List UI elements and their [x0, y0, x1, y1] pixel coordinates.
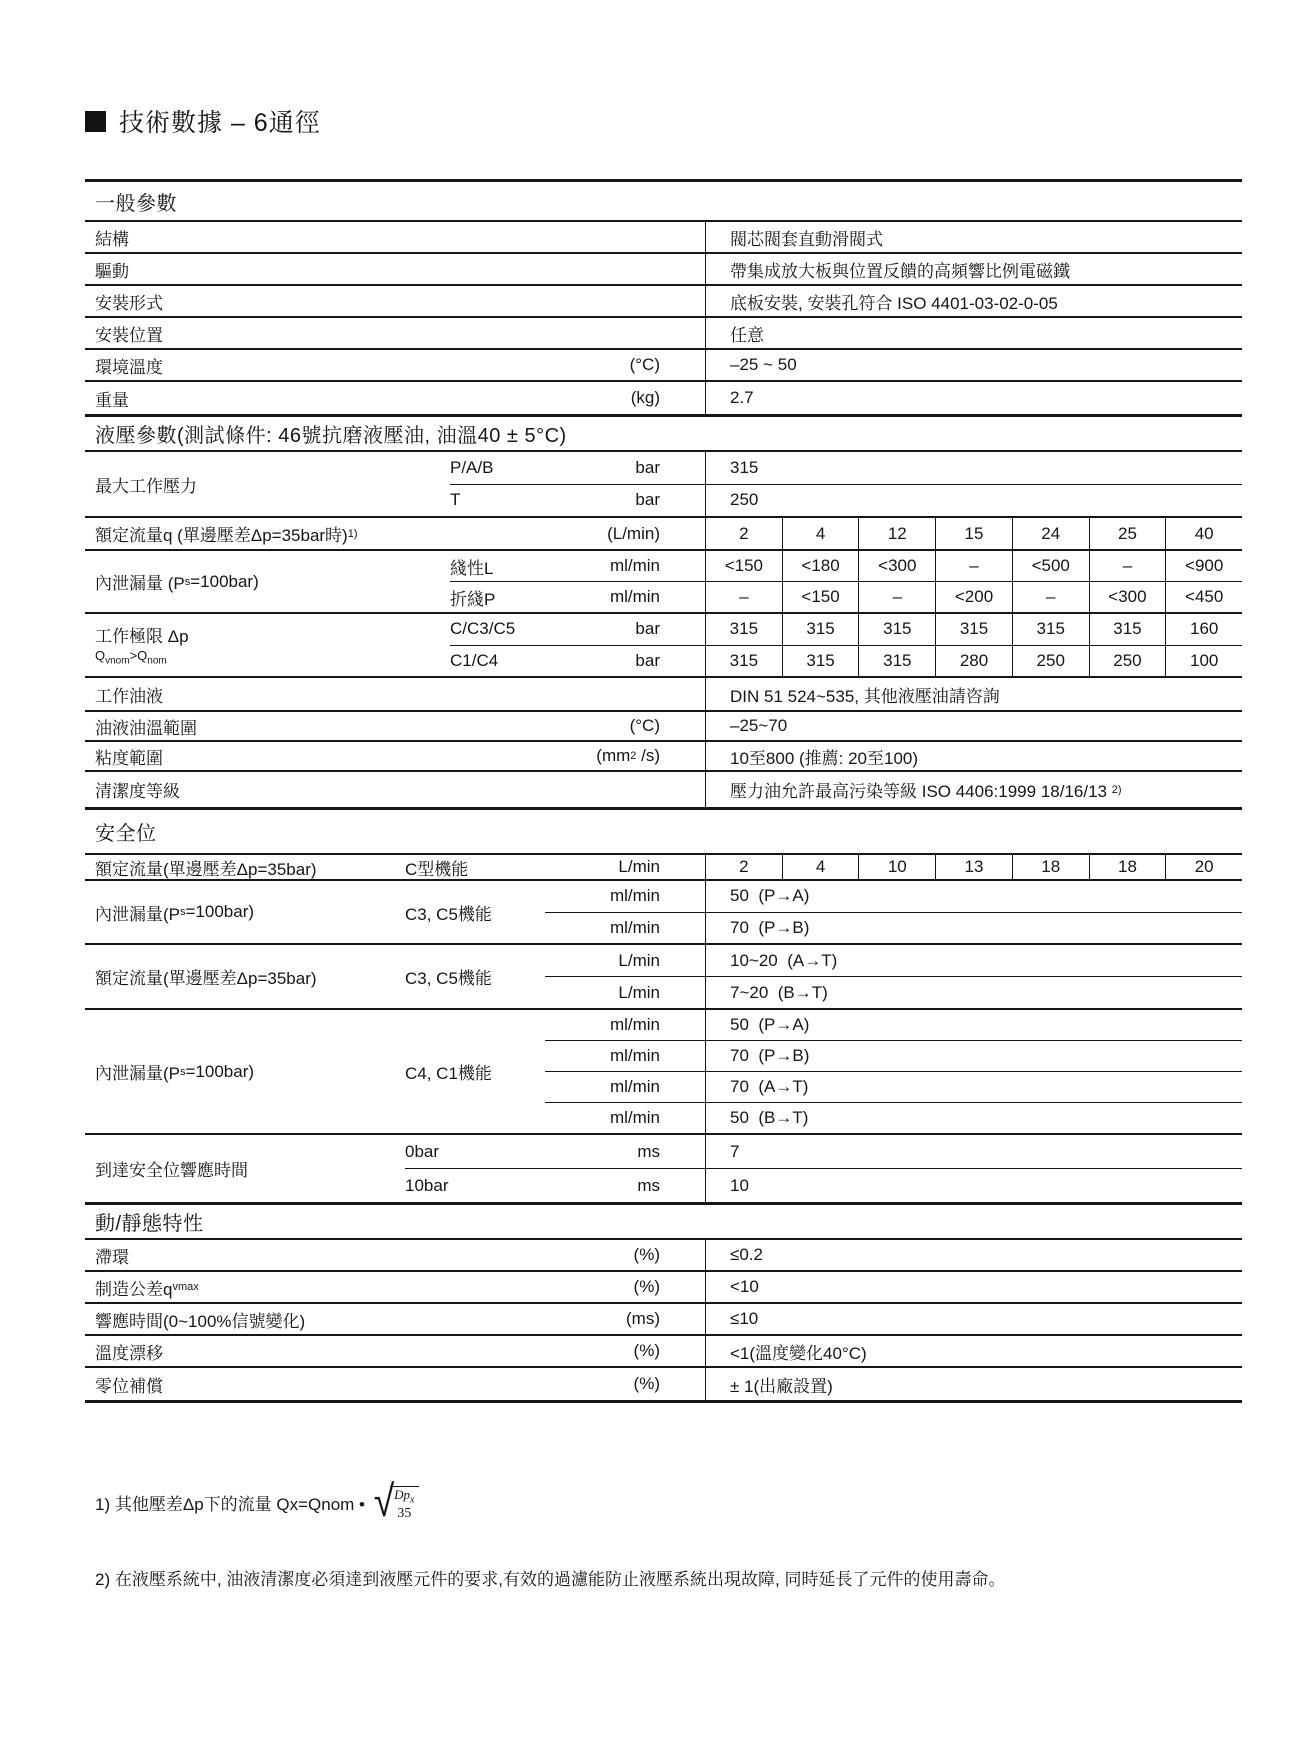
sub-label: 10bar	[405, 1175, 449, 1195]
row-viscosity-range	[85, 742, 1242, 772]
value-cell: 18	[1012, 855, 1089, 879]
value-row	[705, 646, 1242, 677]
value: 70 (A→T)	[705, 1072, 1242, 1102]
row-label: 重量	[95, 390, 129, 410]
unit: bar	[635, 457, 660, 477]
table-bottom-rule	[85, 1400, 1242, 1403]
value: 底板安裝, 安裝孔符合 ISO 4401-03-02-0-05	[705, 286, 1242, 316]
value: 70 (P→B)	[705, 913, 1242, 944]
value-cell: <150	[782, 582, 859, 612]
value-cell: 160	[1165, 614, 1242, 645]
row-label-line2: $Q_{vnom}>Q_{nom}$	[95, 647, 167, 667]
value-cell: 18	[1089, 855, 1166, 879]
value-cell: 280	[935, 646, 1012, 677]
value-cell: 315	[1012, 614, 1089, 645]
section-heading-safety: 安全位	[85, 807, 1242, 855]
row-safety-leakage-c3c5	[85, 881, 1242, 945]
section-heading-general: 一般參數	[85, 179, 1242, 222]
value-cell: 100	[1165, 646, 1242, 677]
row-label-text: =100bar)	[190, 571, 259, 591]
unit	[530, 318, 705, 348]
row-label: 結構	[95, 229, 129, 249]
value-cell: –	[1012, 582, 1089, 612]
value-row	[705, 855, 1242, 879]
row-safety-response-time	[85, 1135, 1242, 1202]
value-row	[705, 614, 1242, 645]
unit: ml/min	[609, 1077, 660, 1096]
value-cell: <500	[1012, 551, 1089, 581]
sub-label: C/C3/C5	[450, 619, 516, 639]
value: 50 (B→T)	[705, 1103, 1242, 1133]
unit: (%)	[633, 1341, 660, 1360]
value-cell: 315	[729, 650, 759, 670]
sub-label: 綫性L	[450, 558, 494, 578]
subrow-group	[450, 614, 1242, 676]
radical-sign: √	[373, 1477, 395, 1526]
row-label: 制造公差q vmax	[95, 1279, 199, 1299]
subrow-t	[450, 484, 1242, 517]
row-label: 環境溫度	[95, 357, 163, 377]
subrow-at	[545, 1071, 1242, 1102]
value: 7~20 (B→T)	[705, 977, 1242, 1008]
value-cell: 4	[782, 518, 859, 549]
sqrt-formula	[372, 1477, 419, 1526]
section-heading-hydraulic: 液壓參數(測試條件: 46號抗磨液壓油, 油溫40 ± 5°C)	[85, 414, 1242, 452]
value-cell: <180	[782, 551, 859, 581]
value: 315	[705, 452, 1242, 484]
row-max-working-pressure	[85, 452, 1242, 518]
unit: (ms)	[626, 1309, 660, 1328]
row-label: 清潔度等級	[95, 782, 180, 801]
row-label: 額定流量q (單邊壓差Δp=35bar時) 1)	[85, 518, 530, 549]
unit: ms	[637, 1141, 660, 1161]
row-label: 響應時間(0~100%信號變化)	[95, 1311, 306, 1331]
row-weight	[85, 382, 1242, 414]
row-label-text: 工作極限 Δp	[95, 627, 189, 647]
footnote-2: 2) 在液壓系統中, 油液清潔度必須達到液壓元件的要求,有效的過濾能防止液壓系統出現故障, 同時延長了元件的使用壽命。	[95, 1570, 1006, 1589]
subrow-polyline	[450, 581, 1242, 612]
row-label: 到達安全位響應時間	[95, 1161, 248, 1180]
value-cell: <300	[1089, 582, 1166, 612]
unit: bar	[635, 619, 660, 639]
value-cell: 40	[1165, 518, 1242, 549]
value-cell: 315	[935, 614, 1012, 645]
unit	[530, 678, 705, 710]
unit: L/min	[618, 982, 660, 1002]
row-label: 粘度範圍	[95, 748, 163, 768]
value-cell: 20	[1165, 855, 1242, 879]
subrow-linear	[450, 551, 1242, 581]
value: 任意	[705, 318, 1242, 348]
row-label: 安裝位置	[95, 325, 163, 345]
sub-label: P/A/B	[450, 457, 494, 477]
subrow-group	[450, 551, 1242, 612]
subrow-c1c4	[450, 645, 1242, 677]
row-label-text: 內泄漏量 (P	[95, 574, 185, 593]
sub-label: C1/C4	[450, 650, 499, 670]
value-row	[705, 582, 1242, 612]
value-cell: 315	[858, 614, 935, 645]
row-working-fluid	[85, 678, 1242, 712]
row-safety-nominal-flow-c	[85, 855, 1242, 881]
subrow-10bar	[405, 1168, 1242, 1202]
section-heading-dynamic: 動/靜態特性	[85, 1202, 1242, 1240]
sub-label: C3, C5機能	[405, 969, 492, 988]
sub-label: 折綫P	[450, 589, 496, 609]
row-manufacturing-tolerance	[85, 1272, 1242, 1304]
subrow-group	[405, 1135, 1242, 1202]
value: 10至800 (推薦: 20至100)	[705, 742, 1242, 770]
formula-fraction	[390, 1486, 418, 1522]
value-cell: 315	[782, 646, 859, 677]
subrow-group	[545, 945, 1242, 1008]
subrow-bt	[545, 976, 1242, 1008]
subrow-pab	[450, 452, 1242, 484]
value-cell: 250	[1012, 646, 1089, 677]
row-temperature-drift	[85, 1336, 1242, 1368]
row-safety-nominal-flow-c3c5	[85, 945, 1242, 1010]
unit	[530, 222, 705, 252]
unit: (%)	[633, 1245, 660, 1264]
unit: ms	[637, 1175, 660, 1195]
subrow-pb	[545, 912, 1242, 944]
row-label: 安裝形式	[95, 293, 163, 313]
value: 壓力油允許最高污染等級 ISO 4406:1999 18/16/13 2)	[705, 772, 1242, 807]
unit: ml/min	[609, 556, 660, 575]
row-label: 額定流量(單邊壓差Δp=35bar)	[95, 859, 317, 879]
value-cell: 315	[782, 614, 859, 645]
subrow-pa	[545, 1010, 1242, 1040]
value: 2.7	[705, 382, 1242, 414]
row-label: 油液油溫範圍	[95, 718, 197, 738]
value: 50 (P→A)	[705, 881, 1242, 912]
unit: (%)	[633, 1374, 660, 1393]
value-cell: 12	[858, 518, 935, 549]
value-cell: –	[1089, 551, 1166, 581]
subrow-0bar	[405, 1135, 1242, 1168]
row-label: 內泄漏量 (P s =100bar)	[85, 551, 450, 612]
sub-label: T	[450, 490, 461, 510]
row-response-time	[85, 1304, 1242, 1336]
value: 10	[705, 1169, 1242, 1202]
unit: (L/min)	[607, 523, 660, 543]
unit: ml/min	[609, 886, 660, 906]
row-drive	[85, 254, 1242, 286]
row-label: 零位補償	[95, 1376, 163, 1396]
unit	[530, 254, 705, 284]
row-label: 內泄漏量(P s =100bar)	[95, 902, 255, 924]
row-oil-temperature-range	[85, 712, 1242, 742]
row-safety-leakage-c4c1	[85, 1010, 1242, 1135]
value-cell: 315	[729, 619, 759, 639]
row-cleanliness-class	[85, 772, 1242, 807]
unit: ml/min	[609, 587, 660, 606]
unit: (kg)	[630, 388, 660, 407]
value-cell: <450	[1165, 582, 1242, 612]
sub-label: C3, C5機能	[405, 904, 492, 924]
value-cell: 15	[935, 518, 1012, 549]
row-label: 內泄漏量(P s =100bar)	[95, 1061, 255, 1083]
value-cell: <150	[724, 556, 763, 575]
subrow-group	[450, 452, 1242, 516]
value: 250	[705, 485, 1242, 517]
value-cell: 13	[935, 855, 1012, 879]
row-label: 驅動	[95, 261, 129, 281]
value: ≤10	[705, 1304, 1242, 1334]
unit: L/min	[618, 857, 660, 876]
unit: L/min	[618, 950, 660, 970]
value: 7	[705, 1135, 1242, 1168]
row-label: 最大工作壓力	[95, 476, 197, 496]
row-label	[85, 614, 450, 676]
sub-label: C型機能	[405, 859, 469, 879]
value-cell: 25	[1089, 518, 1166, 549]
subrow-pb	[545, 1040, 1242, 1071]
value-cell: 2	[739, 523, 749, 543]
unit: ml/min	[609, 1108, 660, 1127]
value: 70 (P→B)	[705, 1041, 1242, 1071]
value-cell: 10	[858, 855, 935, 879]
value-cell: 250	[1089, 646, 1166, 677]
sub-label: 0bar	[405, 1141, 440, 1161]
value-cell: <300	[858, 551, 935, 581]
row-hysteresis	[85, 1240, 1242, 1272]
unit	[530, 286, 705, 316]
row-label-text: 額定流量q (單邊壓差Δp=35bar時)	[95, 526, 348, 545]
subrow-at	[545, 945, 1242, 976]
formula-denominator: 35	[397, 1505, 412, 1521]
value-cell: 4	[782, 855, 859, 879]
subrow-group	[545, 881, 1242, 943]
page-title	[85, 103, 321, 139]
value-cell: <200	[935, 582, 1012, 612]
value: 50 (P→A)	[705, 1010, 1242, 1040]
unit: bar	[635, 650, 660, 670]
value: <10	[705, 1272, 1242, 1302]
value: ≤0.2	[705, 1240, 1242, 1270]
row-label: 溫度漂移	[95, 1343, 163, 1363]
unit: bar	[635, 490, 660, 510]
value-cell: –	[739, 587, 749, 606]
title-square-icon	[85, 111, 106, 132]
row-ambient-temperature	[85, 350, 1242, 382]
value-row	[705, 518, 1242, 549]
value-cell: 24	[1012, 518, 1089, 549]
value-row	[705, 551, 1242, 581]
row-mounting-type	[85, 286, 1242, 318]
value: <1(溫度變化40°C)	[705, 1336, 1242, 1366]
subrow-group	[545, 1010, 1242, 1133]
footnote-1	[95, 1477, 419, 1526]
value-cell: –	[858, 582, 935, 612]
unit	[530, 772, 705, 807]
unit: (mm 2 /s)	[596, 746, 660, 765]
unit: ml/min	[609, 1046, 660, 1065]
row-mounting-position	[85, 318, 1242, 350]
unit: ml/min	[609, 1015, 660, 1034]
value: ± 1(出廠設置)	[705, 1368, 1242, 1400]
value: –25 ~ 50	[705, 350, 1242, 380]
value: DIN 51 524~535, 其他液壓油請咨詢	[705, 678, 1242, 710]
value-cell: <900	[1165, 551, 1242, 581]
subrow-bt	[545, 1102, 1242, 1133]
value-cell: 315	[1089, 614, 1166, 645]
value: 閥芯閥套直動滑閥式	[705, 222, 1242, 252]
row-label: 額定流量(單邊壓差Δp=35bar)	[95, 969, 317, 988]
value: 帶集成放大板與位置反饋的高頻響比例電磁鐵	[705, 254, 1242, 284]
spec-table	[85, 179, 1242, 1403]
row-label: 滯環	[95, 1247, 129, 1267]
footnote-1-text: 1) 其他壓差Δp下的流量 Qx=Qnom •	[95, 1494, 365, 1514]
row-nominal-flow	[85, 518, 1242, 551]
row-label: 工作油液	[95, 686, 163, 706]
formula-numerator: $Dp_x$	[394, 1487, 415, 1506]
unit: (°C)	[629, 716, 660, 735]
unit: (°C)	[629, 355, 660, 374]
subrow-pa	[545, 881, 1242, 912]
unit: (%)	[633, 1277, 660, 1296]
value-cell: 315	[858, 646, 935, 677]
unit: ml/min	[609, 917, 660, 937]
value-cell: –	[935, 551, 1012, 581]
row-structure	[85, 222, 1242, 254]
row-working-limits	[85, 614, 1242, 678]
row-internal-leakage	[85, 551, 1242, 614]
value: –25~70	[705, 712, 1242, 740]
page-title-text: 技術數據 – 6通徑	[119, 109, 321, 137]
value: 10~20 (A→T)	[705, 945, 1242, 976]
value-cell: 2	[739, 857, 749, 876]
row-zero-compensation	[85, 1368, 1242, 1400]
subrow-cc3c5	[450, 614, 1242, 645]
sub-label: C4, C1機能	[405, 1064, 492, 1083]
